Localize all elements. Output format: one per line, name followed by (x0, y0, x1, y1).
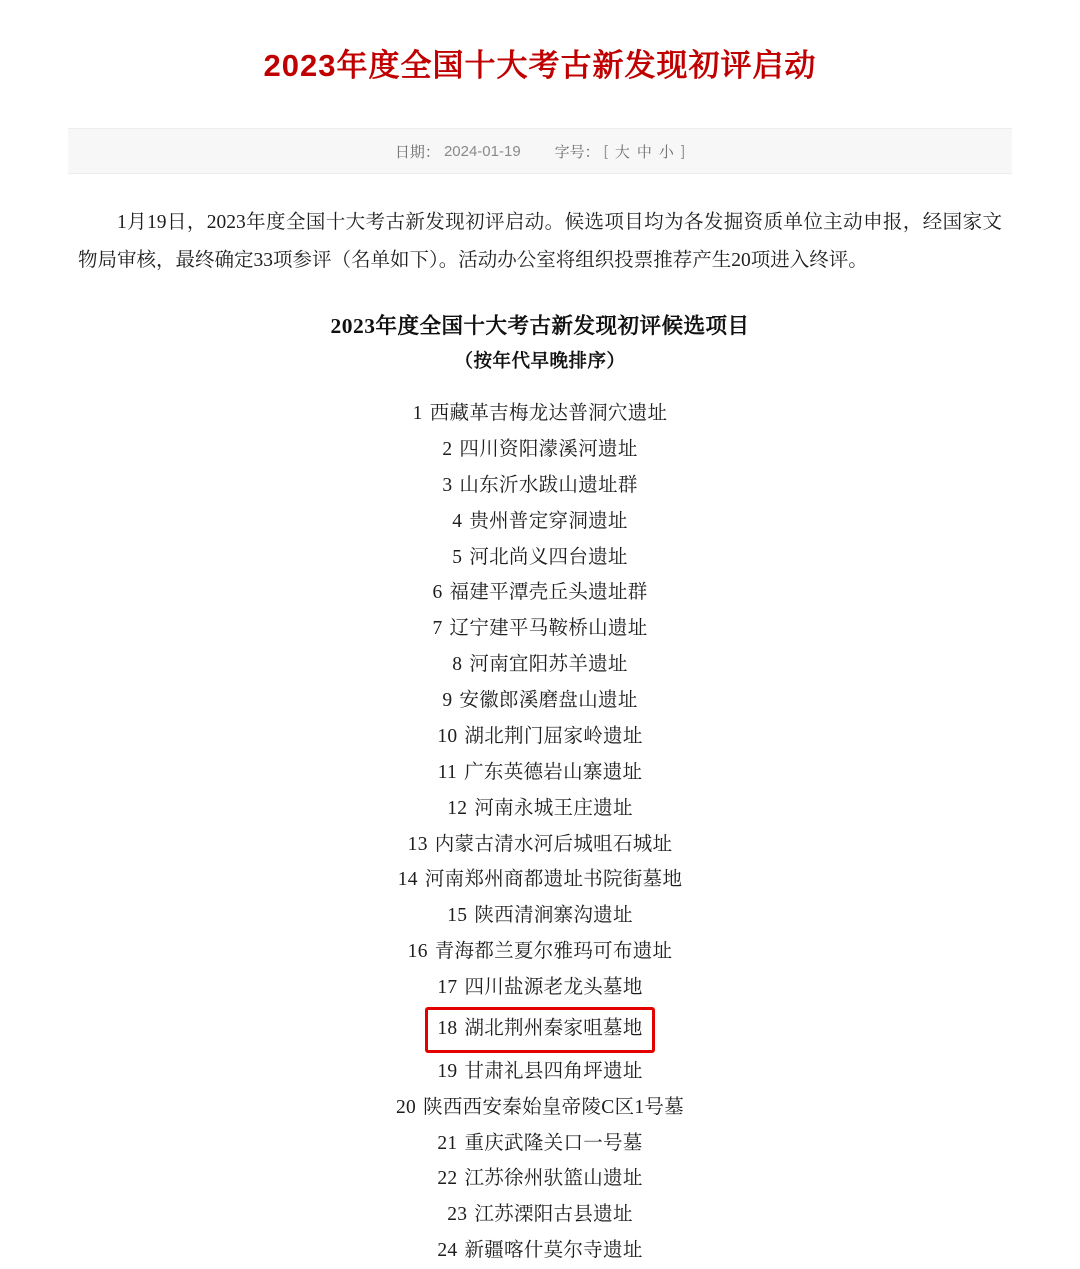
list-item-content (437, 726, 642, 747)
list-item (78, 970, 1002, 1006)
list-item-label: 内蒙古清水河后城咀石城址 (434, 833, 673, 855)
list-item-number: 2 (442, 438, 453, 460)
list-item-content (437, 1168, 642, 1189)
list-item-content (438, 762, 643, 783)
list-item-label: 贵州普定穿洞遗址 (469, 510, 628, 532)
list-item-label: 陕西清涧寨沟遗址 (474, 905, 633, 927)
list-item-number: 13 (407, 833, 428, 855)
font-size-control (555, 141, 685, 162)
list-item-number: 6 (432, 582, 443, 604)
list-item-number: 4 (452, 510, 463, 532)
list-item-number: 18 (437, 1017, 458, 1039)
list-item-content (413, 403, 668, 424)
list-item-number: 24 (437, 1240, 458, 1262)
font-size-label: 字号： (554, 143, 600, 161)
candidate-list-block (78, 308, 1002, 1269)
list-item (78, 791, 1002, 827)
list-item-label: 湖北荆门屈家岭遗址 (464, 725, 643, 747)
list-item-label: 西藏革吉梅龙达普洞穴遗址 (429, 403, 668, 424)
list-item-number: 23 (447, 1204, 468, 1226)
list-item-number: 3 (442, 474, 453, 496)
list-item-number: 8 (452, 654, 463, 676)
list-item-number: 12 (447, 797, 468, 819)
list-item (78, 827, 1002, 863)
list-item-content (452, 654, 627, 675)
list-item (78, 432, 1002, 468)
list-item-label: 河北尚义四台遗址 (469, 546, 628, 568)
list-item (78, 683, 1002, 719)
list-item-content (437, 977, 642, 998)
list-item (78, 862, 1002, 898)
date-value: 2024-01-19 (443, 142, 521, 160)
list-item-label: 江苏徐州驮篮山遗址 (464, 1168, 643, 1190)
list-item-content (447, 1204, 633, 1225)
page-title: 2023年度全国十大考古新发现初评启动 (263, 47, 817, 83)
list-item (78, 1090, 1002, 1126)
list-item-content (437, 1240, 642, 1261)
list-item-content (452, 547, 627, 568)
list-item (78, 647, 1002, 683)
article-page (0, 21, 1080, 1269)
list-item-label: 湖北荆州秦家咀墓地 (464, 1017, 643, 1039)
list-item-content (442, 690, 637, 711)
list-item-label: 江苏溧阳古县遗址 (474, 1204, 633, 1226)
list-item (78, 1006, 1002, 1054)
list-item-label: 重庆武隆关口一号墓 (464, 1132, 643, 1154)
list-item-label: 青海都兰夏尔雅玛可布遗址 (434, 941, 673, 963)
lead-paragraph: 1月19日，2023年度全国十大考古新发现初评启动。候选项目均为各发掘资质单位主动申报，经国家文物局审核，最终确定33项参评（名单如下）。活动办公室将组织投票推荐产生20项进入终评。 (78, 212, 1002, 272)
candidate-items (78, 396, 1002, 1269)
list-item (78, 504, 1002, 540)
list-item (78, 611, 1002, 647)
list-item-number: 9 (442, 690, 453, 711)
list-item-number: 17 (437, 977, 458, 998)
list-item-number: 11 (437, 761, 458, 783)
list-item (78, 1197, 1002, 1233)
list-item (78, 1233, 1002, 1269)
list-item (78, 540, 1002, 576)
list-item-content (432, 582, 647, 603)
list-item-content (396, 1097, 684, 1118)
publish-date (395, 141, 521, 162)
list-item-number: 5 (452, 546, 463, 568)
highlighted-item (425, 1007, 654, 1053)
list-item (78, 468, 1002, 504)
list-item-label: 河南宜阳苏羊遗址 (469, 654, 628, 676)
bracket-close: ] (680, 142, 686, 160)
list-item-number: 22 (437, 1168, 458, 1190)
font-size-large[interactable]: 大 (614, 143, 630, 161)
article-body (0, 174, 1080, 1269)
list-item (78, 396, 1002, 432)
list-item-content (447, 905, 633, 926)
list-item-label: 甘肃礼县四角坪遗址 (464, 1060, 643, 1082)
list-item-number: 21 (437, 1132, 458, 1154)
list-item-number: 7 (432, 618, 443, 640)
list-item-label: 安徽郎溪磨盘山遗址 (459, 690, 638, 711)
font-size-small[interactable]: 小 (658, 143, 674, 161)
list-item-number: 14 (397, 869, 418, 891)
list-item-number: 16 (407, 941, 428, 963)
list-item-label: 新疆喀什莫尔寺遗址 (464, 1240, 643, 1262)
list-item-label: 四川盐源老龙头墓地 (464, 977, 643, 998)
list-item-label: 广东英德岩山寨遗址 (464, 761, 643, 783)
list-item (78, 575, 1002, 611)
list-item-label: 四川资阳濛溪河遗址 (459, 438, 638, 460)
list-item-content (447, 798, 633, 819)
list-subtitle: （按年代早晚排序） (454, 351, 626, 372)
font-size-medium[interactable]: 中 (636, 143, 652, 161)
list-item-number: 1 (412, 403, 423, 424)
list-item (78, 1161, 1002, 1197)
date-label: 日期： (394, 143, 440, 161)
list-item-label: 陕西西安秦始皇帝陵C区1号墓 (423, 1096, 685, 1118)
list-item (78, 1126, 1002, 1162)
list-item (78, 898, 1002, 934)
list-item-content (398, 869, 683, 890)
list-item-number: 15 (447, 905, 468, 927)
list-item (78, 1054, 1002, 1090)
list-item-content (408, 941, 673, 962)
bracket-open: [ (603, 142, 608, 160)
article-meta-bar (68, 128, 1012, 174)
list-item-content (437, 1061, 642, 1082)
list-item (78, 719, 1002, 755)
list-item-number: 20 (395, 1096, 417, 1118)
list-item-number: 10 (437, 725, 458, 747)
list-item-label: 福建平潭壳丘头遗址群 (449, 582, 648, 604)
list-item-label: 辽宁建平马鞍桥山遗址 (449, 618, 648, 640)
list-item-label: 河南郑州商都遗址书院街墓地 (424, 869, 683, 891)
list-item (78, 755, 1002, 791)
list-item-number: 19 (437, 1060, 458, 1082)
list-item (78, 934, 1002, 970)
list-item-label: 山东沂水跋山遗址群 (459, 474, 638, 496)
list-item-content (408, 834, 673, 855)
list-title: 2023年度全国十大考古新发现初评候选项目 (330, 314, 750, 339)
list-item-content (442, 439, 637, 460)
list-item-content (432, 618, 647, 639)
list-item-content (437, 1133, 642, 1154)
list-item-content (442, 475, 637, 496)
list-item-content (452, 511, 627, 532)
list-item-label: 河南永城王庄遗址 (474, 797, 633, 819)
